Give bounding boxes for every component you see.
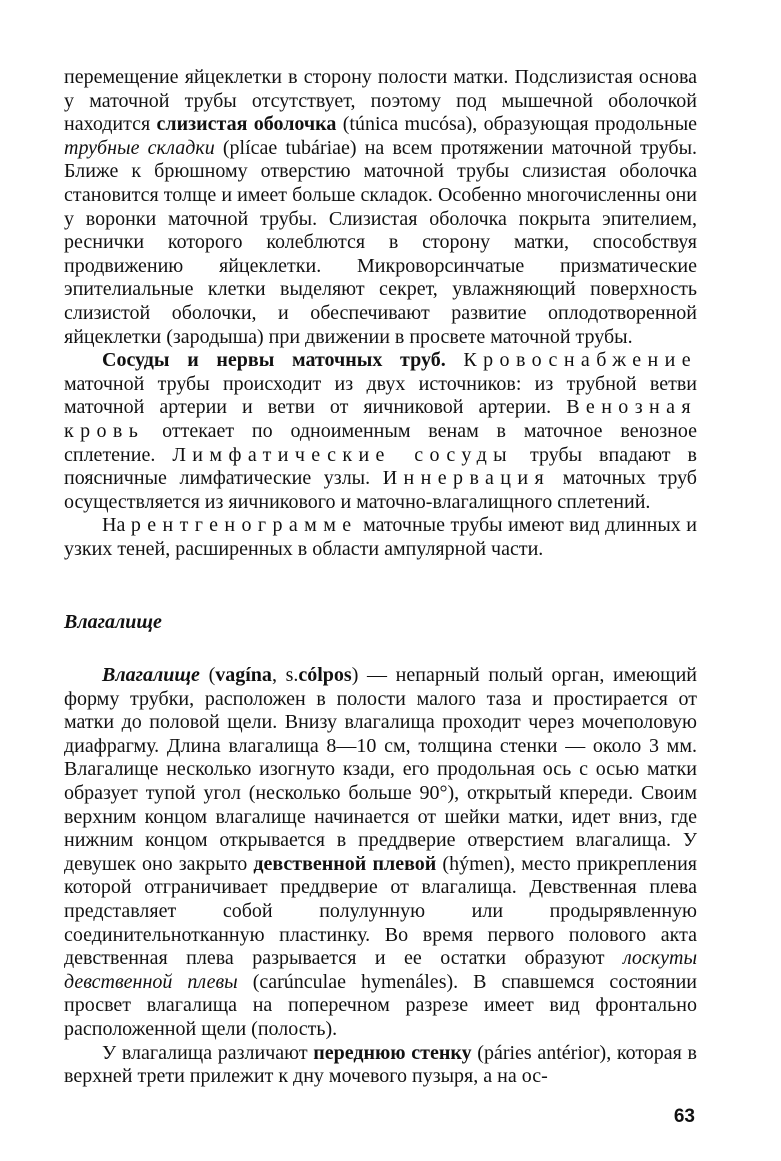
section-heading: Влагалище (64, 611, 162, 634)
term-spaced: Иннервация (382, 467, 551, 490)
term-spaced: Венозная кровь (64, 396, 697, 442)
paragraph-radiogram (64, 514, 697, 561)
text-run: (páries antérior), которая в верхней трети прилежит к дну мочевого пузыря, а на ос- (64, 1041, 697, 1088)
text-run: (carúnculae hymenáles). В спавшемся состоянии просвет влагалища на поперечном разрезе имеет вид фронтально расположенной щели (полость). (64, 970, 698, 1040)
term-spaced: Кровоснабжение (463, 349, 698, 372)
text-run: На (102, 514, 131, 537)
latin-term-bold: cólpos (298, 664, 352, 687)
text-run: перемещение яйцеклетки в сторону полости матки. Подслизистая основа у маточной трубы отсутствует, поэтому под мышечной оболочкой находится (64, 66, 697, 136)
term-italic: трубные складки (64, 136, 215, 159)
text-run: ) — непарный полый орган, имеющий форму трубки, расположен в полости малого таза и простирается от матки до половой щели. Внизу влагалища проходит через мочеполовую диафрагму. Длина влагалища 8—10 см, толщина стенки — около 3 мм. Влагалище несколько изогнуто кзади, его продольная ось с осью матки образует тупой угол (несколько больше 90°), открытый кпереди. Своим верхним концом влагалище начинается от шейки матки, идет вниз, где нижним концом открывается в преддверие отверстием влагалища. У девушек оно закрыто (64, 664, 697, 875)
text-run: маточной трубы происходит из двух источников: из трубной ветви маточной артерии и ветви от яичниковой артерии. (64, 372, 697, 419)
paragraph-vagina (64, 664, 697, 1042)
term-bold: переднюю стенку (313, 1041, 472, 1064)
term-bold: девственной плевой (253, 852, 437, 875)
paragraph-vagina-walls (64, 1042, 697, 1089)
text-run: (túnica mucósa), образующая продольные (336, 113, 698, 136)
latin-term-bold: vagína (215, 664, 272, 687)
page-number: 63 (673, 1106, 695, 1127)
text-run: , s. (271, 664, 299, 687)
text-run: маточных труб осуществляется из яичникового и маточно-влагалищного сплетений. (64, 467, 697, 513)
text-run: маточные трубы имеют вид длинных и узких теней, расширенных в области ампулярной части. (64, 514, 697, 560)
text-run: (hýmen), место прикрепления которой отграничивает преддверие от влагалища. Девственная плева представляет собой полулунную или продырявленную соединительнотканную пластинку. Во время первого полового акта девственная плева разрывается и ее остатки образуют (64, 852, 698, 970)
text-run: (plícae tubáriae) на всем протяжении маточной трубы. Ближе к брюшному отверстию маточной трубы слизистая оболочка становится толще и имеет больше складок. Особенно многочисленны они у воронки маточной трубы. Слизистая оболочка покрыта эпителием, реснички которого колеблются в сторону матки, способствуя продвижению яйцеклетки. Микроворсинчатые призматические эпителиальные клетки выделяют секрет, увлажняющий поверхность слизистой оболочки, и обеспечивают развитие оплодотворенной яйцеклетки (зародыша) при движении в просвете маточной трубы. (64, 136, 698, 348)
paragraph-mucosa (64, 66, 697, 349)
term-spaced: Лимфатические сосуды (172, 443, 513, 466)
paragraph-vessels-nerves (64, 349, 697, 514)
term-spaced: рентгенограмме (130, 514, 358, 537)
text-run: ( (199, 664, 216, 687)
text-run: трубы впадают в поясничные лимфатические узлы. (64, 443, 697, 490)
text-run: оттекает по одноименным венам в маточное венозное сплетение. (64, 419, 697, 466)
body-text (64, 66, 697, 1089)
section-heading-wrap (64, 611, 697, 635)
section-lead-bold: Сосуды и нервы маточных труб. (102, 349, 446, 372)
term-bold-italic: Влагалище (102, 664, 200, 687)
term-bold: слизистая оболочка (156, 113, 337, 136)
term-italic: лоскуты девственной плевы (64, 947, 697, 993)
text-run: У влагалища различают (102, 1041, 314, 1064)
